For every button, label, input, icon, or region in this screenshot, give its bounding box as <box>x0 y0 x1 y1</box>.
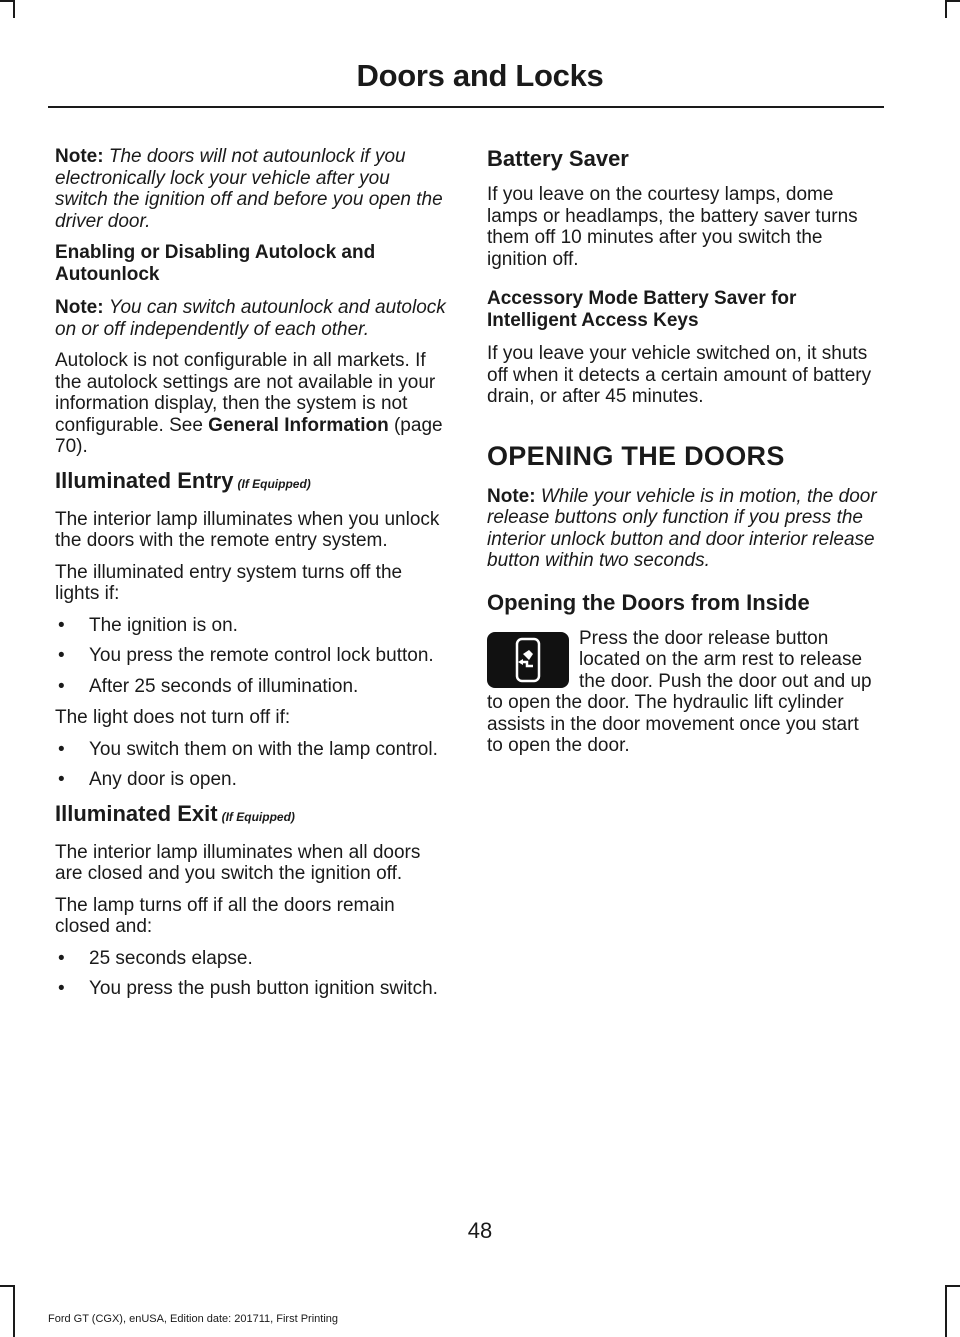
list-item: • Any door is open. <box>55 769 447 791</box>
heading-illuminated-entry <box>55 468 447 497</box>
paragraph: If you leave your vehicle switched on, it shuts off when it detects a certain amount of battery drain, or after 45 minutes. <box>487 343 872 407</box>
crop-mark <box>945 1285 947 1337</box>
note-autounlock <box>55 146 447 232</box>
crop-mark <box>945 0 947 18</box>
note-label: Note: <box>55 146 104 167</box>
door-release-icon-graphic <box>487 632 569 688</box>
heading-opening-doors: OPENING THE DOORS <box>487 440 785 471</box>
heading-autolock: Enabling or Disabling Autolock and Autounlock <box>55 242 376 285</box>
bullet-list <box>55 739 447 791</box>
header-rule <box>48 106 884 108</box>
if-equipped-tag: (If Equipped) <box>221 809 295 824</box>
bullet-list <box>55 615 447 698</box>
paragraph: Press the door release button located on the arm rest to release the door. Push the door out and up to open the door. The hydraulic lift cylinder assists in the door movement once you start to open the door. <box>487 627 872 756</box>
paragraph: The illuminated entry system turns off the lights if: <box>55 561 403 604</box>
autolock-paragraph <box>55 350 447 458</box>
if-equipped-tag: (If Equipped) <box>237 476 311 491</box>
paragraph: The interior lamp illuminates when you unlock the doors with the remote entry system. <box>55 508 440 551</box>
crop-mark <box>13 0 15 18</box>
note-label: Note: <box>487 485 536 507</box>
heading-text: Illuminated Exit <box>55 800 218 826</box>
paragraph: If you leave on the courtesy lamps, dome lamps or headlamps, the battery saver turns them off 10 minutes after you switch the ignition off. <box>487 184 858 270</box>
crop-mark <box>0 1285 15 1287</box>
note-text: The doors will not autounlock if you electronically lock your vehicle after you switch the ignition off and before you open the driver door. <box>55 146 443 232</box>
crop-mark <box>945 1285 960 1287</box>
note-label: Note: <box>55 297 104 318</box>
paragraph: The lamp turns off if all the doors remain closed and: <box>55 894 395 937</box>
note-text: While your vehicle is in motion, the door release buttons only function if you press the interior unlock button and door interior release button within two seconds. <box>487 485 877 571</box>
heading-text: Illuminated Entry <box>55 467 234 493</box>
left-column <box>55 146 447 1010</box>
note-motion <box>487 486 879 572</box>
paragraph: The interior lamp illuminates when all doors are closed and you switch the ignition off. <box>55 841 421 884</box>
page-title: Doors and Locks <box>356 58 604 93</box>
bullet-list <box>55 948 447 1000</box>
general-information-link[interactable]: General Information <box>208 414 389 436</box>
heading-accessory-mode: Accessory Mode Battery Saver for Intelligent Access Keys <box>487 288 797 331</box>
page-number: 48 <box>467 1218 493 1243</box>
list-item: • You press the push button ignition switch. <box>55 978 447 1000</box>
note-text: You can switch autounlock and autolock on or off independently of each other. <box>55 297 446 340</box>
crop-mark <box>13 1285 15 1337</box>
list-item: • The ignition is on. <box>55 615 447 637</box>
paragraph: The light does not turn off if: <box>55 707 291 728</box>
heading-illuminated-exit <box>55 801 447 830</box>
page-reference: (page 70). <box>55 414 443 457</box>
right-column <box>487 146 879 767</box>
list-item: • 25 seconds elapse. <box>55 948 447 970</box>
heading-battery-saver: Battery Saver <box>487 146 629 171</box>
list-item: • You switch them on with the lamp control. <box>55 739 447 761</box>
autolock-text: Autolock is not configurable in all markets. If the autolock settings are not available in your information display, then the system is not configurable. See <box>55 350 436 436</box>
list-item: • After 25 seconds of illumination. <box>55 676 447 698</box>
door-release-icon <box>487 632 569 688</box>
crop-mark <box>945 0 960 2</box>
opening-inside-body <box>487 628 879 757</box>
footer-edition: Ford GT (CGX), enUSA, Edition date: 201711, First Printing <box>48 1313 338 1325</box>
note-independent <box>55 297 447 340</box>
heading-opening-inside: Opening the Doors from Inside <box>487 589 810 615</box>
list-item: • You press the remote control lock button. <box>55 645 447 667</box>
